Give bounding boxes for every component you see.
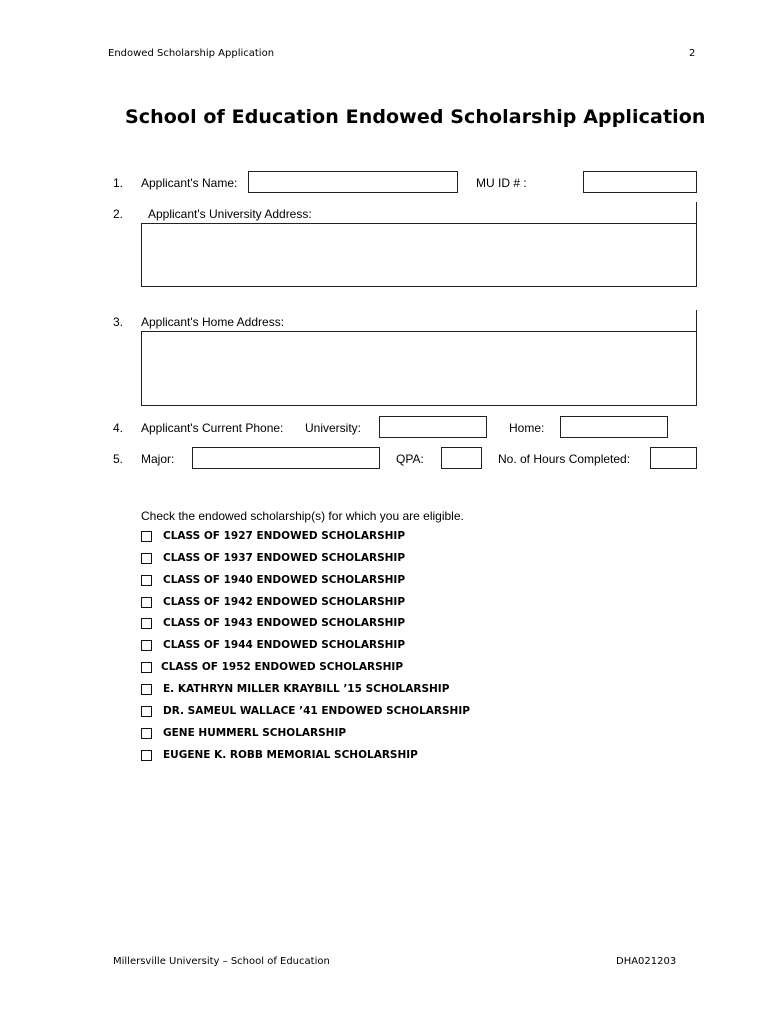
home-phone-label: Home: [509, 421, 545, 435]
home-address-label: Applicant's Home Address: [141, 315, 285, 329]
scholarship-label: CLASS OF 1942 ENDOWED SCHOLARSHIP [163, 596, 406, 608]
scholarship-checkbox[interactable] [141, 640, 152, 651]
scholarship-option[interactable] [141, 748, 418, 762]
item-number-4: 4. [113, 421, 124, 435]
mu-id-label: MU ID # : [476, 176, 527, 190]
scholarship-label: CLASS OF 1927 ENDOWED SCHOLARSHIP [163, 530, 406, 542]
scholarship-checkbox[interactable] [141, 706, 152, 717]
current-phone-label: Applicant's Current Phone: [141, 421, 284, 435]
scholarship-option[interactable] [141, 595, 405, 609]
hours-completed-label: No. of Hours Completed: [498, 452, 631, 466]
home-phone-field[interactable] [560, 416, 668, 438]
scholarship-option[interactable] [141, 551, 405, 565]
scholarship-checkbox[interactable] [141, 531, 152, 542]
applicant-name-label: Applicant's Name: [141, 176, 238, 190]
scholarship-checkbox[interactable] [141, 728, 152, 739]
major-field[interactable] [192, 447, 380, 469]
page-number: 2 [689, 48, 696, 59]
scholarship-option[interactable] [141, 573, 405, 587]
item-number-2: 2. [113, 207, 124, 221]
field-divider [696, 202, 697, 224]
scholarship-checkbox[interactable] [141, 575, 152, 586]
page-title: School of Education Endowed Scholarship Application [125, 106, 706, 128]
major-label: Major: [141, 452, 175, 466]
applicant-name-field[interactable] [248, 171, 458, 193]
scholarship-checkbox[interactable] [141, 553, 152, 564]
university-phone-label: University: [305, 421, 362, 435]
footer-form-code: DHA021203 [616, 956, 677, 967]
scholarship-option[interactable] [141, 704, 470, 718]
footer-institution: Millersville University – School of Education [113, 956, 330, 967]
hours-completed-field[interactable] [650, 447, 697, 469]
scholarship-instruction: Check the endowed scholarship(s) for which you are eligible. [141, 509, 464, 523]
item-number-1: 1. [113, 176, 124, 190]
scholarship-label: CLASS OF 1940 ENDOWED SCHOLARSHIP [163, 574, 406, 586]
scholarship-checkbox[interactable] [141, 618, 152, 629]
university-address-field[interactable] [141, 223, 697, 287]
scholarship-label: E. KATHRYN MILLER KRAYBILL ’15 SCHOLARSHIP [163, 683, 450, 695]
university-phone-field[interactable] [379, 416, 487, 438]
scholarship-label: CLASS OF 1943 ENDOWED SCHOLARSHIP [163, 617, 406, 629]
university-address-label: Applicant's University Address: [148, 207, 312, 221]
scholarship-label: DR. SAMEUL WALLACE ’41 ENDOWED SCHOLARSHIP [163, 705, 470, 717]
scholarship-option[interactable] [141, 682, 449, 696]
field-divider [696, 310, 697, 332]
scholarship-label: GENE HUMMERL SCHOLARSHIP [163, 727, 347, 739]
scholarship-checkbox[interactable] [141, 662, 152, 673]
mu-id-field[interactable] [583, 171, 697, 193]
scholarship-checkbox[interactable] [141, 597, 152, 608]
scholarship-option[interactable] [141, 726, 346, 740]
running-header: Endowed Scholarship Application [108, 48, 275, 59]
scholarship-option[interactable] [141, 660, 403, 674]
item-number-3: 3. [113, 315, 124, 329]
scholarship-checkbox[interactable] [141, 684, 152, 695]
qpa-label: QPA: [396, 452, 424, 466]
scholarship-label: CLASS OF 1944 ENDOWED SCHOLARSHIP [163, 639, 406, 651]
scholarship-label: CLASS OF 1952 ENDOWED SCHOLARSHIP [161, 661, 404, 673]
home-address-field[interactable] [141, 331, 697, 406]
item-number-5: 5. [113, 452, 124, 466]
scholarship-option[interactable] [141, 616, 405, 630]
qpa-field[interactable] [441, 447, 482, 469]
scholarship-option[interactable] [141, 638, 405, 652]
scholarship-checkbox[interactable] [141, 750, 152, 761]
scholarship-label: EUGENE K. ROBB MEMORIAL SCHOLARSHIP [163, 749, 418, 761]
scholarship-option[interactable] [141, 529, 405, 543]
scholarship-label: CLASS OF 1937 ENDOWED SCHOLARSHIP [163, 552, 406, 564]
